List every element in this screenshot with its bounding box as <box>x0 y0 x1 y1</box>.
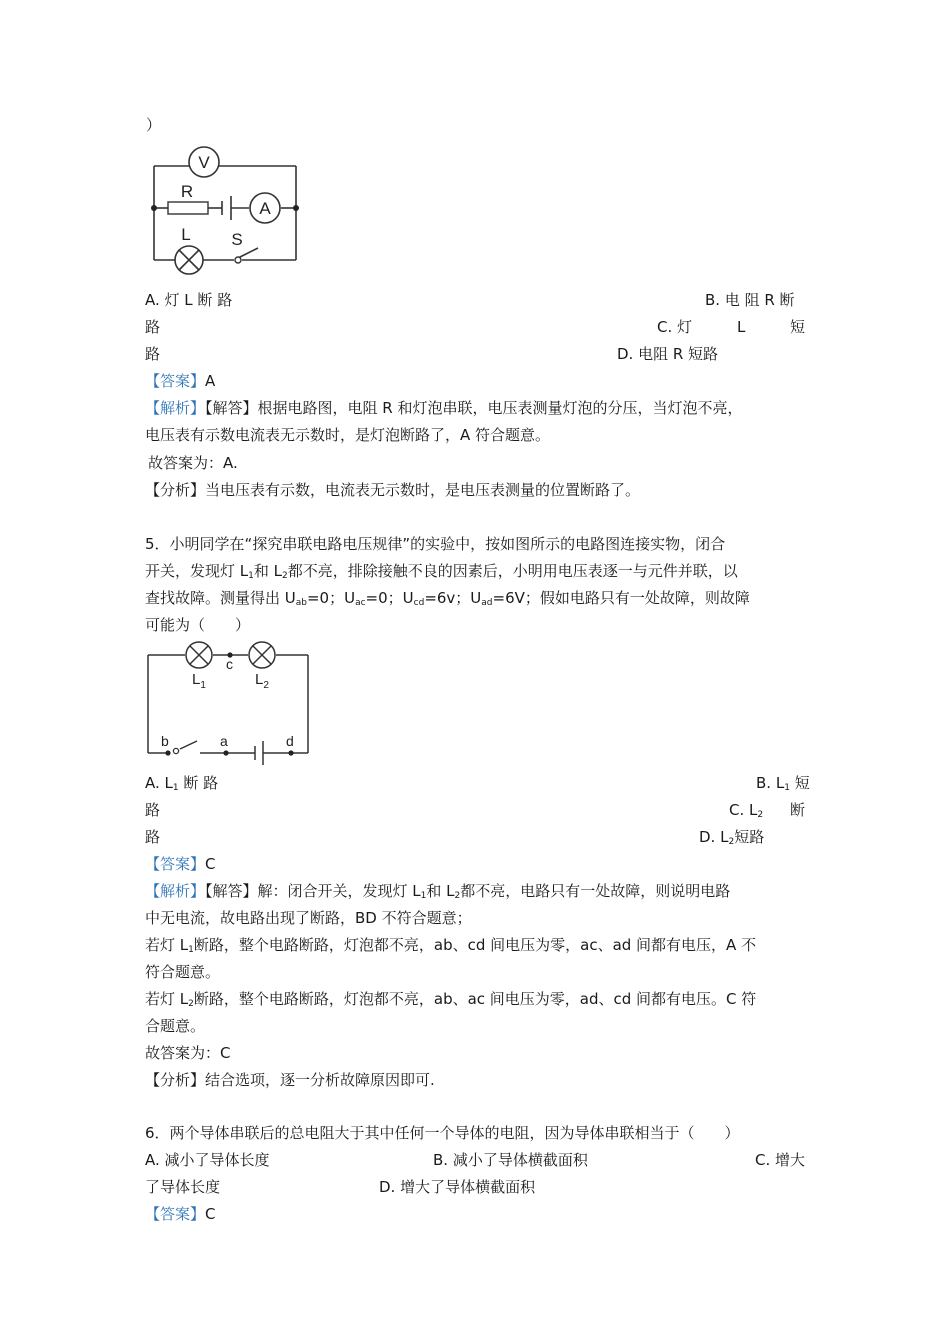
q5-analysis-line-3: 若灯 $L_1$断路，整个电路断路，灯泡都不亮，ab、cd 间电压为零，ac、ad 间都有电压，A 不 <box>145 936 757 955</box>
q6-option-b: B. 减小了导体横截面积 <box>433 1151 588 1169</box>
q6-stem: 6．两个导体串联后的总电阻大于其中任何一个导体的电阻，因为导体串联相当于（ ） <box>145 1124 740 1142</box>
q5-fenxi: 【分析】结合选项，逐一分析故障原因即可. <box>145 1071 435 1089</box>
q6-option-c-cont: 了导体长度 <box>145 1178 221 1196</box>
q5-analysis-line-1: 【解析】【解答】解：闭合开关，发现灯 $L_1$和 $L_2$都不亮，电路只有一处故障，则说明电路 <box>145 882 731 901</box>
q5-stem-line-4: 可能为（ ） <box>145 616 251 634</box>
q5-circuit-diagram <box>140 640 315 766</box>
q4-option-c-part2: 短 <box>790 318 806 336</box>
q5-stem-line-1: 5．小明同学在“探究串联电路电压规律”的实验中，按如图所示的电路图连接实物，闭合 <box>145 535 726 553</box>
q4-analysis-line-1: 【解析】【解答】根据电路图，电阻 R 和灯泡串联，电压表测量灯泡的分压，当灯泡不亮， <box>145 399 743 417</box>
analysis-tag: 【解析】 <box>145 399 206 417</box>
lamp-l2-label: $L_2$ <box>255 671 269 691</box>
q5-option-c-cont: 路 <box>145 828 161 846</box>
answer-tag: 【答案】 <box>145 855 206 873</box>
q5-option-d: D. $L_2$短路 <box>699 828 765 847</box>
q4-answer: 【答案】A <box>145 372 216 390</box>
q6-option-a: A. 减小了导体长度 <box>145 1151 270 1169</box>
q5-option-b: B. $L_1$ 短 <box>756 774 810 793</box>
q4-stem-tail: ） <box>146 116 162 134</box>
lamp-label: L <box>181 225 191 244</box>
q5-analysis-line-5: 若灯 $L_2$断路，整个电路断路，灯泡都不亮，ab、ac 间电压为零，ad、cd 间都有电压。C 符 <box>145 990 757 1009</box>
ammeter-label: A <box>259 199 271 218</box>
q4-option-d: D. 电阻 R 短路 <box>617 345 719 363</box>
q6-option-d: D. 增大了导体横截面积 <box>379 1178 536 1196</box>
q4-option-c: C. 灯 <box>657 318 693 336</box>
q5-so-answer: 故答案为：C <box>145 1044 231 1062</box>
q4-circuit-diagram <box>140 142 310 277</box>
q4-option-b: B. 电 阻 R 断 <box>705 291 795 309</box>
q5-option-a: A. $L_1$ 断 路 <box>145 774 219 793</box>
switch-label: S <box>231 230 243 249</box>
q4-option-c-part: L <box>737 318 746 336</box>
q4-analysis-line-2: 电压表有示数电流表无示数时，是灯泡断路了，A 符合题意。 <box>145 426 551 444</box>
q5-option-c: C. $L_2$ <box>729 801 764 820</box>
answer-tag: 【答案】 <box>145 1205 206 1223</box>
resistor-label: R <box>180 182 194 201</box>
q5-analysis-line-6: 合题意。 <box>145 1017 206 1035</box>
q5-option-c-part: 断 <box>790 801 806 819</box>
q5-answer: 【答案】C <box>145 855 216 873</box>
node-c-label: c <box>226 656 233 672</box>
analysis-tag: 【解析】 <box>145 882 206 900</box>
q6-option-c: C. 增大 <box>755 1151 806 1169</box>
q4-fenxi: 【分析】当电压表有示数，电流表无示数时，是电压表测量的位置断路了。 <box>145 481 641 499</box>
q5-stem-line-2: 开关，发现灯 $L_1$和 $L_2$都不亮，排除接触不良的因素后，小明用电压表逐一与元件并联，以 <box>145 562 738 581</box>
voltmeter-label: V <box>198 153 210 172</box>
q4-option-c-cont: 路 <box>145 345 161 363</box>
q5-analysis-line-4: 符合题意。 <box>145 963 221 981</box>
node-d-label: d <box>286 733 294 749</box>
node-b-label: b <box>161 733 169 749</box>
q4-option-b-cont: 路 <box>145 318 161 336</box>
node-a-label: a <box>220 733 228 749</box>
lamp-l1-label: $L_1$ <box>192 671 206 691</box>
q4-option-a: A. 灯 L 断 路 <box>145 291 233 309</box>
q5-analysis-line-2: 中无电流，故电路出现了断路，BD 不符合题意； <box>145 909 472 927</box>
q6-answer: 【答案】C <box>145 1205 216 1223</box>
q4-so-answer: 故答案为：A. <box>148 454 238 472</box>
q5-option-b-cont: 路 <box>145 801 161 819</box>
q5-stem-line-3: 查找故障。测量得出 $U_{ab}=0$；$U_{ac}=0$；$U_{cd}=6v$；$U_{ad}=6V$；假如电路只有一处故障，则故障 <box>145 589 750 608</box>
answer-tag: 【答案】 <box>145 372 206 390</box>
